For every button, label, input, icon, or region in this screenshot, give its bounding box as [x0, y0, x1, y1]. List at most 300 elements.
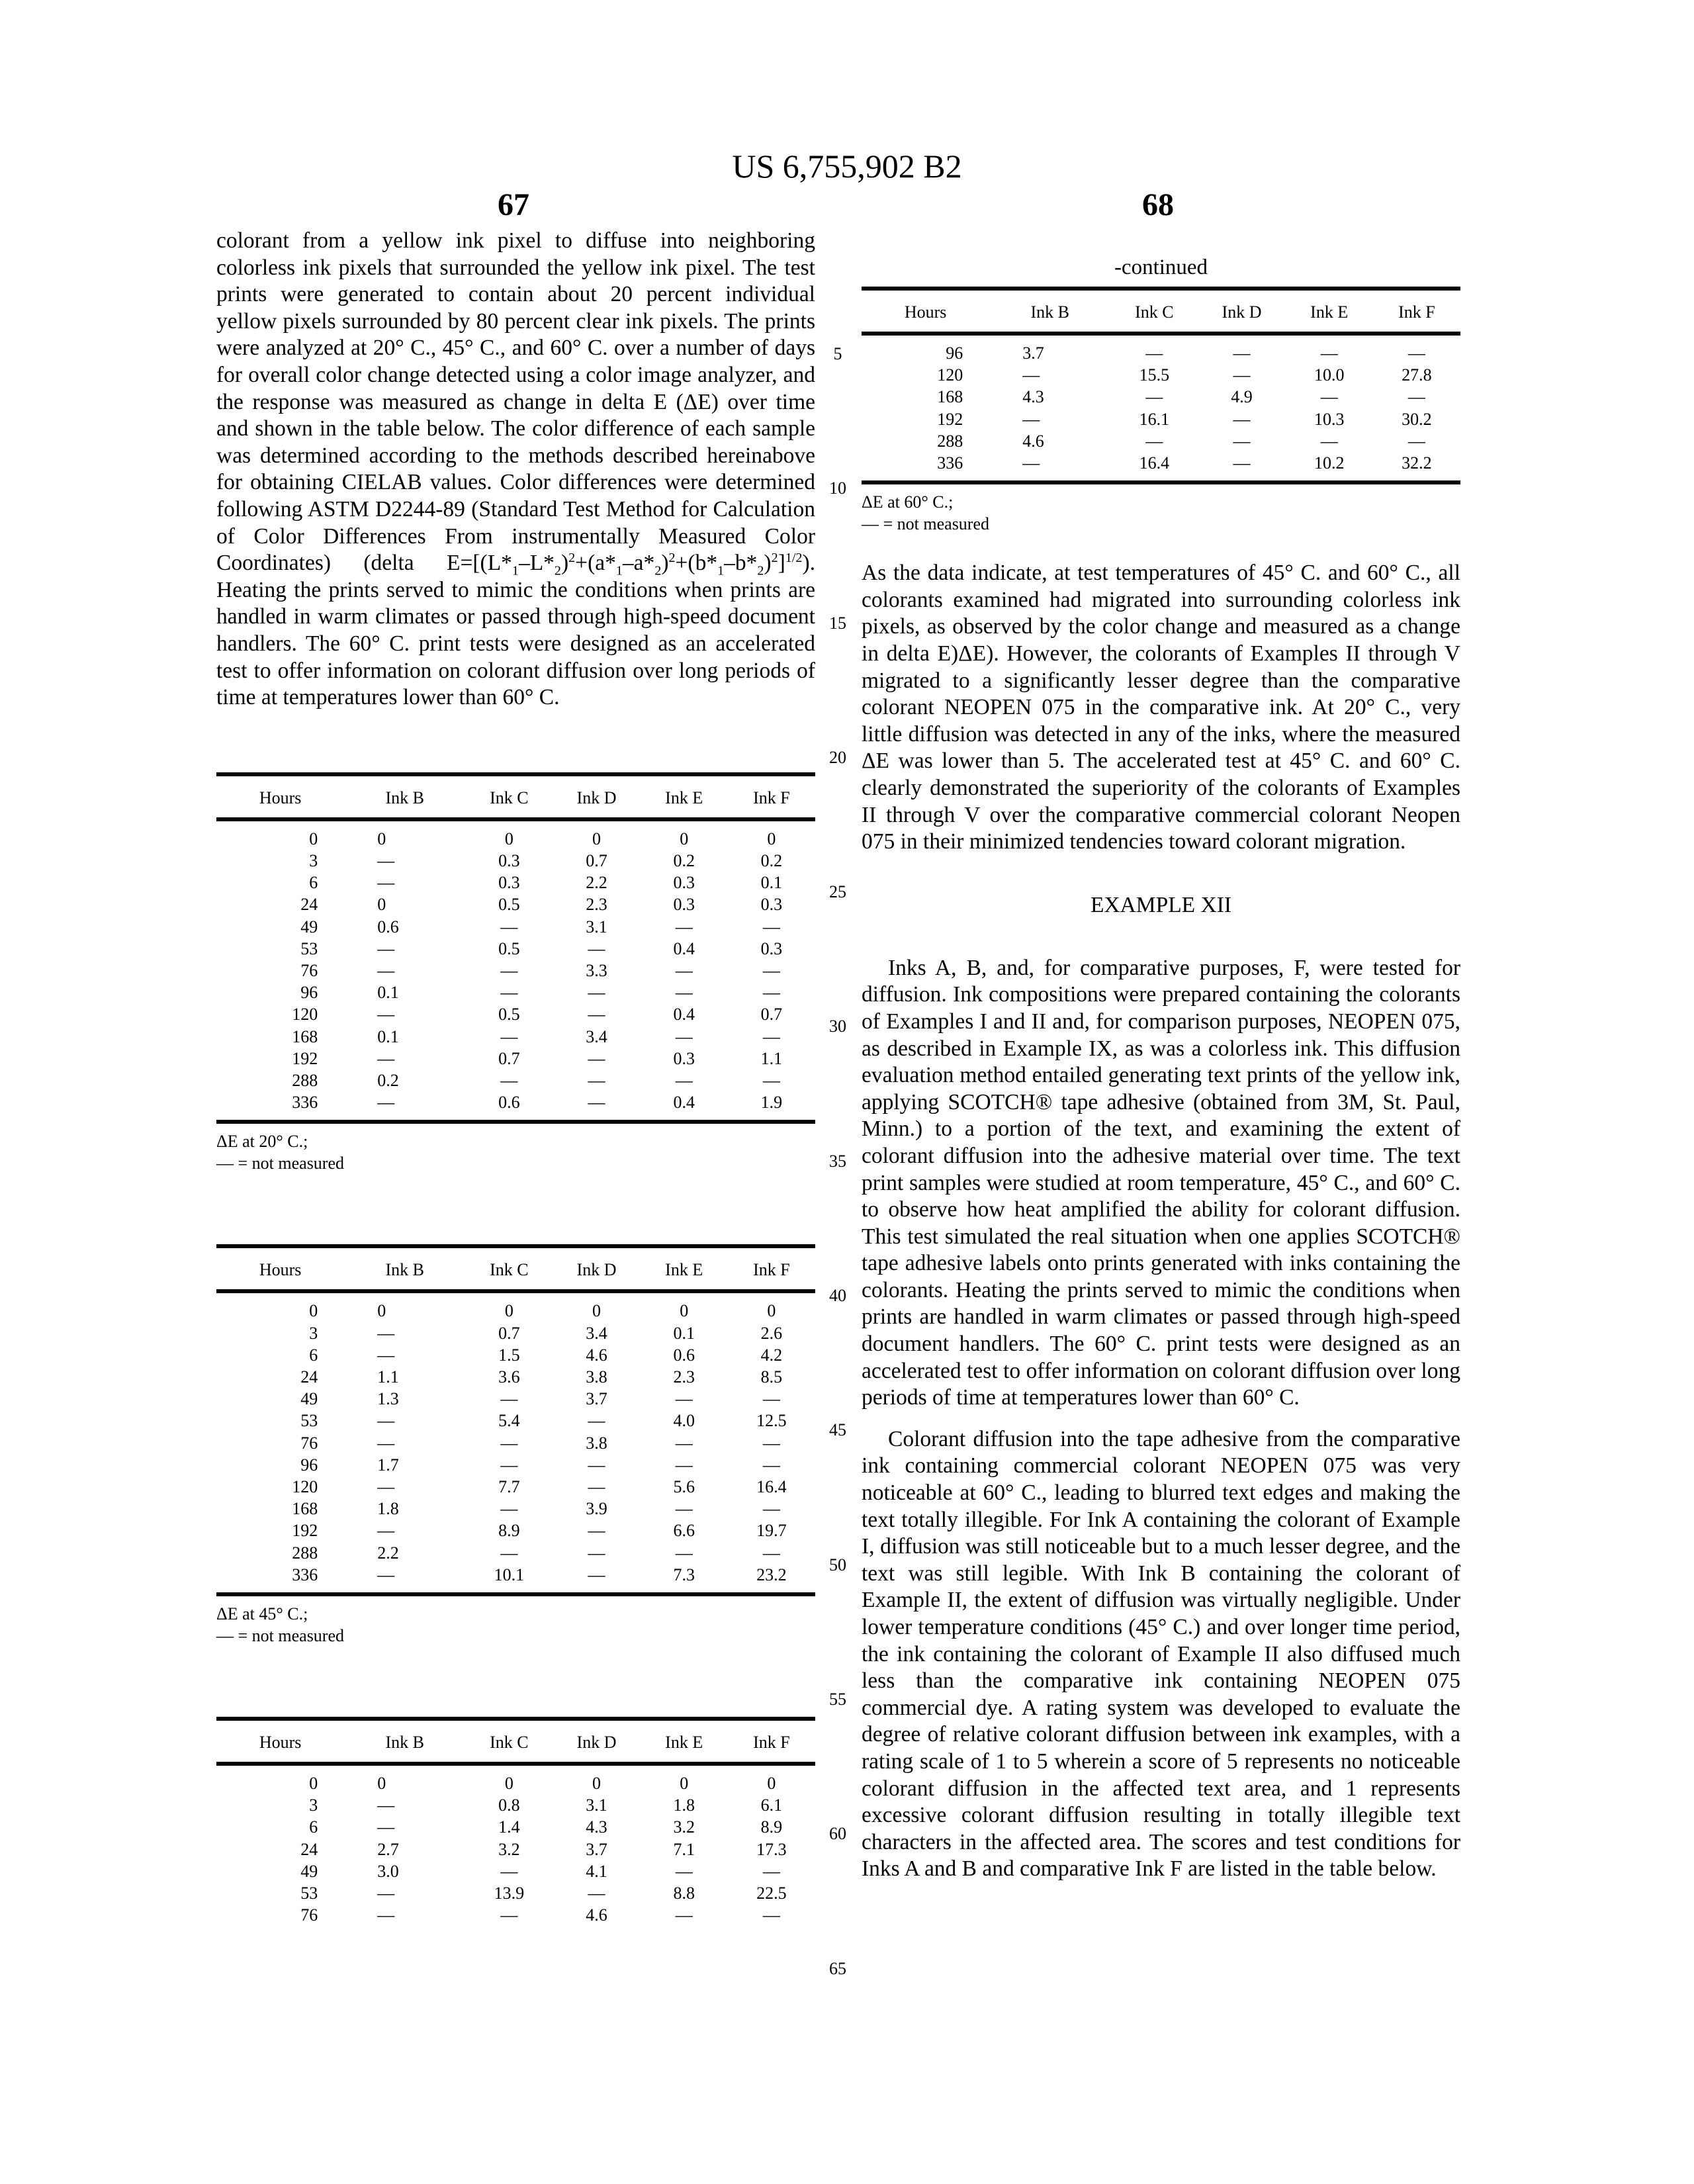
- value-cell: —: [500, 1389, 518, 1409]
- column-header: Ink E: [641, 1246, 728, 1291]
- table-row: [216, 1410, 815, 1432]
- value-cell: —: [588, 938, 605, 958]
- hours-cell: 76: [300, 1433, 318, 1453]
- hours-cell: 96: [300, 983, 318, 1003]
- table-row: [216, 850, 815, 872]
- value-cell: 4.0: [673, 1411, 695, 1431]
- hours-cell: 168: [292, 1499, 318, 1519]
- value-cell: 8.9: [498, 1521, 520, 1541]
- value-cell: 17.3: [756, 1839, 787, 1859]
- value-cell: 3.6: [498, 1367, 520, 1387]
- table-row: [216, 1904, 815, 1933]
- value-cell: 16.4: [756, 1477, 787, 1496]
- column-header: Ink B: [344, 1719, 465, 1764]
- column-header: Hours: [216, 1719, 344, 1764]
- value-cell: —: [1022, 365, 1040, 385]
- column-header: Ink E: [641, 1719, 728, 1764]
- value-cell: —: [675, 983, 693, 1003]
- value-cell: 5.6: [673, 1477, 695, 1496]
- column-header: Ink C: [465, 1246, 553, 1291]
- paragraph-text: ). Heating the prints served to mimic the conditions when prints are handled in warm climates or passed through high-speed document handlers. The 60° C. print tests were designed as an accelerated test to offer information on colorant diffusion over long periods of time at temperatures lower than 60° C.: [216, 551, 815, 710]
- value-cell: —: [500, 1905, 518, 1925]
- column-header: Ink B: [989, 289, 1110, 334]
- value-cell: 13.9: [494, 1883, 525, 1903]
- value-cell: 4.6: [586, 1905, 607, 1925]
- value-cell: 3.7: [586, 1389, 607, 1409]
- hours-cell: 49: [300, 1389, 318, 1409]
- hours-cell: 288: [292, 1543, 318, 1563]
- value-cell: 0.3: [673, 1048, 695, 1068]
- value-cell: —: [377, 1005, 395, 1024]
- value-cell: —: [588, 1455, 605, 1475]
- value-cell: —: [588, 1883, 605, 1903]
- column-header: Ink B: [344, 1246, 465, 1291]
- value-cell: 22.5: [756, 1883, 787, 1903]
- value-cell: 0.8: [498, 1796, 520, 1815]
- body-paragraph: colorant from a yellow ink pixel to diffuse into neighboring colorless ink pixels that surrounded the yellow ink pixel. The test prints were generated to contain about 20 percent individual yellow pixels surrounded by 80 percent clear ink pixels. The prints were analyzed at 20° C., 45° C., and 60° C. over a number of days for overall color change detected using a color image analyzer, and the response was measured as change in delta E (ΔE) over time and shown in the table below. The color difference of each sample was determined according to the methods described hereinabove for obtaining CIELAB values. Color differences were determined following ASTM D2244-89 (Standard Test Method for Calculation of Color Differences From instrumentally Measured Color Coordinates) (delta $E=[(L*_1-L*_2)^2+(a*_1-a*_2)^2+(b*_1-b*_2)^2]^{1/2}$). Heating the prints served to mimic the conditions when prints are handled in warm climates or passed through high-speed document handlers. The 60° C. print tests were designed as an accelerated test to offer information on colorant diffusion over long periods of time at temperatures lower than 60° C.: [216, 228, 815, 710]
- hours-cell: 0: [309, 1301, 318, 1321]
- value-cell: —: [675, 1455, 693, 1475]
- hours-cell: 120: [292, 1477, 318, 1496]
- value-cell: 2.2: [377, 1543, 399, 1563]
- value-cell: 23.2: [756, 1565, 787, 1584]
- table-row: [216, 981, 815, 1003]
- column-header: Ink D: [553, 1719, 640, 1764]
- line-number: 15: [829, 614, 846, 633]
- value-cell: 8.9: [760, 1817, 783, 1837]
- value-cell: —: [588, 1070, 605, 1090]
- hours-cell: 76: [300, 960, 318, 980]
- value-cell: —: [1320, 387, 1338, 407]
- value-cell: 3.2: [498, 1839, 520, 1859]
- value-cell: 0: [377, 895, 386, 915]
- value-cell: —: [377, 1565, 395, 1584]
- value-cell: 0: [592, 829, 601, 848]
- value-cell: —: [500, 1455, 518, 1475]
- value-cell: 0: [680, 1301, 689, 1321]
- line-number: 50: [829, 1555, 846, 1574]
- hours-cell: 24: [300, 1367, 318, 1387]
- value-cell: 0: [377, 1773, 386, 1793]
- value-cell: 1.1: [760, 1048, 783, 1068]
- value-cell: 16.4: [1139, 453, 1170, 473]
- value-cell: —: [675, 1861, 693, 1881]
- hours-cell: 49: [300, 1861, 318, 1881]
- value-cell: 3.0: [377, 1861, 399, 1881]
- patent-number: US 6,755,902 B2: [732, 148, 962, 185]
- value-cell: —: [675, 1499, 693, 1519]
- value-cell: —: [377, 1323, 395, 1343]
- hours-cell: 96: [946, 343, 963, 363]
- value-cell: —: [762, 1499, 780, 1519]
- value-cell: —: [588, 1543, 605, 1563]
- hours-cell: 3: [309, 1796, 318, 1815]
- hours-cell: 0: [309, 1773, 318, 1793]
- hours-cell: 336: [292, 1565, 318, 1584]
- line-number: 20: [829, 748, 846, 767]
- hours-cell: 192: [292, 1521, 318, 1541]
- table-row: [216, 1048, 815, 1069]
- table-row: [216, 938, 815, 960]
- value-cell: —: [1145, 343, 1163, 363]
- column-header: Hours: [216, 1246, 344, 1291]
- value-cell: —: [762, 1070, 780, 1090]
- value-cell: —: [675, 917, 693, 936]
- body-paragraph: Colorant diffusion into the tape adhesive from the comparative ink containing commercial colorant NEOPEN 075 was very noticeable at 60° C., leading to blurred text edges and making the text totally illegible. For Ink A containing the colorant of Example I, diffusion was still noticeable but to a much lesser degree, and the text was still legible. With Ink B containing the colorant of Example II, the extent of diffusion was virtually negligible. Under lower temperature conditions (45° C.) and over longer time period, the ink containing the colorant of Example II also diffused much less than the comparative ink containing NEOPEN 075 commercial dye. A rating system was developed to evaluate the degree of relative colorant diffusion between ink examples, with a rating scale of 1 to 5 wherein a score of 5 represents no noticeable colorant diffusion in the affected text area, and 1 represents excessive colorant diffusion resulting in totally illegible text characters in the affected area. The scores and test conditions for Inks A and B and comparative Ink F are listed in the table below.: [862, 1426, 1460, 1882]
- value-cell: —: [377, 1048, 395, 1068]
- column-header: Hours: [216, 774, 344, 819]
- section-heading: EXAMPLE XII: [1090, 892, 1232, 917]
- value-cell: —: [377, 1905, 395, 1925]
- value-cell: 0.5: [498, 1005, 520, 1024]
- value-cell: —: [1320, 431, 1338, 451]
- value-cell: —: [1233, 453, 1251, 473]
- value-cell: 5.4: [498, 1411, 520, 1431]
- table-note-legend: — = not measured: [216, 1154, 345, 1173]
- column-header: Ink D: [553, 1246, 640, 1291]
- hours-cell: 192: [937, 409, 963, 429]
- value-cell: 0.3: [673, 873, 695, 893]
- value-cell: 3.4: [586, 1026, 607, 1046]
- table-note: [216, 1130, 815, 1174]
- value-cell: 0: [504, 1773, 513, 1793]
- table-note-condition: ΔE at 60° C.;: [862, 492, 954, 512]
- body-paragraph: As the data indicate, at test temperatures of 45° C. and 60° C., all colorants examined had migrated into surrounding colorless ink pixels, as observed by the color change and measured as a change in delta E)ΔE). However, the colorants of Examples II through V migrated to a significantly lesser degree than the comparative colorant NEOPEN 075 in the comparative ink. At 20° C., very little diffusion was detected in any of the inks, where the measured ΔE was lower than 5. The accelerated test at 45° C. and 60° C. clearly demonstrated the superiority of the colorants of Examples II through V over the comparative commercial colorant Neopen 075 in their minimized tendencies toward colorant migration.: [862, 561, 1460, 854]
- value-cell: —: [675, 1543, 693, 1563]
- value-cell: 7.3: [673, 1565, 695, 1584]
- table-row: [216, 1882, 815, 1904]
- table-row: [216, 1542, 815, 1564]
- hours-cell: 6: [309, 873, 318, 893]
- data-table-20c: [216, 772, 815, 1124]
- table-row: [216, 916, 815, 938]
- line-number: 55: [829, 1690, 846, 1709]
- hours-cell: 96: [300, 1455, 318, 1475]
- value-cell: 3.7: [586, 1839, 607, 1859]
- value-cell: 0: [680, 829, 689, 848]
- value-cell: 0.3: [673, 895, 695, 915]
- value-cell: 1.9: [760, 1093, 783, 1113]
- table-row: [862, 408, 1460, 430]
- hours-cell: 3: [309, 850, 318, 870]
- value-cell: 4.3: [1022, 387, 1044, 407]
- value-cell: —: [762, 917, 780, 936]
- table-header-row: [216, 774, 815, 819]
- value-cell: 3.4: [586, 1323, 607, 1343]
- column-header: Ink D: [553, 774, 640, 819]
- table-row: [216, 819, 815, 850]
- hours-cell: 53: [300, 1411, 318, 1431]
- value-cell: —: [1407, 387, 1425, 407]
- table-row: [216, 1291, 815, 1322]
- value-cell: 2.6: [760, 1323, 783, 1343]
- value-cell: —: [1320, 343, 1338, 363]
- hours-cell: 3: [309, 1323, 318, 1343]
- value-cell: —: [377, 960, 395, 980]
- column-header: Ink D: [1198, 289, 1285, 334]
- value-cell: 0.7: [586, 850, 607, 870]
- table-continued-caption: -continued: [1114, 255, 1208, 279]
- hours-cell: 24: [300, 1839, 318, 1859]
- value-cell: —: [1145, 387, 1163, 407]
- column-number-left: 67: [498, 187, 529, 222]
- line-number: 60: [829, 1824, 846, 1843]
- value-cell: —: [1022, 409, 1040, 429]
- table-row: [862, 364, 1460, 386]
- value-cell: 0.7: [498, 1048, 520, 1068]
- table-row: [216, 960, 815, 981]
- value-cell: 4.6: [1022, 431, 1044, 451]
- table-row: [216, 1764, 815, 1794]
- value-cell: —: [377, 1093, 395, 1113]
- hours-cell: 24: [300, 895, 318, 915]
- hours-cell: 6: [309, 1817, 318, 1837]
- value-cell: 3.8: [586, 1433, 607, 1453]
- value-cell: 4.2: [760, 1345, 783, 1365]
- value-cell: 0.4: [673, 938, 695, 958]
- value-cell: 0.2: [760, 850, 783, 870]
- hours-cell: 288: [292, 1070, 318, 1090]
- value-cell: 8.8: [673, 1883, 695, 1903]
- table-note: [862, 491, 1460, 535]
- value-cell: 1.1: [377, 1367, 399, 1387]
- table-row: [216, 1564, 815, 1594]
- value-cell: —: [675, 960, 693, 980]
- hours-cell: 192: [292, 1048, 318, 1068]
- value-cell: 4.1: [586, 1861, 607, 1881]
- value-cell: —: [377, 1521, 395, 1541]
- value-cell: 0: [592, 1773, 601, 1793]
- hours-cell: 76: [300, 1905, 318, 1925]
- value-cell: —: [762, 983, 780, 1003]
- value-cell: —: [500, 1499, 518, 1519]
- value-cell: 0: [592, 1301, 601, 1321]
- value-cell: —: [588, 1477, 605, 1496]
- value-cell: —: [377, 1883, 395, 1903]
- value-cell: —: [762, 1861, 780, 1881]
- value-cell: —: [588, 1093, 605, 1113]
- value-cell: 0: [767, 1301, 776, 1321]
- table-row: [216, 1069, 815, 1091]
- value-cell: 16.1: [1139, 409, 1170, 429]
- value-cell: 19.7: [756, 1521, 787, 1541]
- value-cell: 3.2: [673, 1817, 695, 1837]
- table-row: [862, 452, 1460, 482]
- table-row: [862, 430, 1460, 452]
- value-cell: 0.3: [760, 938, 783, 958]
- hours-cell: 49: [300, 917, 318, 936]
- value-cell: 30.2: [1402, 409, 1432, 429]
- column-header: Ink E: [1286, 289, 1373, 334]
- table-row: [216, 1498, 815, 1520]
- value-cell: —: [762, 1905, 780, 1925]
- value-cell: 0.1: [673, 1323, 695, 1343]
- value-cell: 3.1: [586, 917, 607, 936]
- column-header: Ink E: [641, 774, 728, 819]
- value-cell: 0.3: [760, 895, 783, 915]
- value-cell: 0.5: [498, 895, 520, 915]
- value-cell: —: [1233, 343, 1251, 363]
- value-cell: —: [500, 917, 518, 936]
- table-note: [216, 1603, 815, 1647]
- value-cell: 6.6: [673, 1521, 695, 1541]
- value-cell: 0.7: [760, 1005, 783, 1024]
- value-cell: 4.9: [1231, 387, 1253, 407]
- hours-cell: 0: [309, 829, 318, 848]
- value-cell: 6.1: [760, 1796, 783, 1815]
- value-cell: —: [500, 1861, 518, 1881]
- value-cell: 4.3: [586, 1817, 607, 1837]
- value-cell: 0.1: [760, 873, 783, 893]
- value-cell: 0.7: [498, 1323, 520, 1343]
- value-cell: 32.2: [1402, 453, 1432, 473]
- value-cell: 12.5: [756, 1411, 787, 1431]
- column-header: Ink C: [465, 1719, 553, 1764]
- table-header-row: [862, 289, 1460, 334]
- column-header: Hours: [862, 289, 989, 334]
- value-cell: —: [1022, 453, 1040, 473]
- value-cell: —: [762, 1433, 780, 1453]
- value-cell: 0.2: [377, 1070, 399, 1090]
- table-row: [216, 1388, 815, 1410]
- table-row: [216, 1454, 815, 1476]
- value-cell: —: [1407, 343, 1425, 363]
- hours-cell: 53: [300, 1883, 318, 1903]
- column-header: Ink B: [344, 774, 465, 819]
- value-cell: 2.7: [377, 1839, 399, 1859]
- value-cell: 3.8: [586, 1367, 607, 1387]
- value-cell: —: [1145, 431, 1163, 451]
- table-row: [862, 386, 1460, 408]
- value-cell: 10.2: [1314, 453, 1345, 473]
- value-cell: 3.9: [586, 1499, 607, 1519]
- value-cell: 3.3: [586, 960, 607, 980]
- value-cell: —: [377, 1433, 395, 1453]
- table-row: [216, 1003, 815, 1025]
- value-cell: 0.4: [673, 1005, 695, 1024]
- table-row: [216, 893, 815, 915]
- value-cell: 0: [767, 1773, 776, 1793]
- left-column: [216, 228, 815, 1933]
- value-cell: —: [762, 1389, 780, 1409]
- value-cell: 0.1: [377, 1026, 399, 1046]
- value-cell: —: [377, 873, 395, 893]
- column-header: Ink F: [728, 1246, 815, 1291]
- table-note-condition: ΔE at 45° C.;: [216, 1604, 308, 1623]
- line-number: 10: [829, 478, 846, 498]
- line-number: 40: [829, 1286, 846, 1305]
- table-row: [216, 1091, 815, 1122]
- value-cell: 10.0: [1314, 365, 1345, 385]
- value-cell: 2.3: [586, 895, 607, 915]
- value-cell: —: [675, 1026, 693, 1046]
- value-cell: —: [377, 938, 395, 958]
- value-cell: —: [377, 1345, 395, 1365]
- value-cell: —: [1407, 431, 1425, 451]
- table-row: [216, 1860, 815, 1882]
- hours-cell: 336: [292, 1093, 318, 1113]
- value-cell: —: [500, 983, 518, 1003]
- table-row: [216, 1520, 815, 1541]
- value-cell: —: [377, 850, 395, 870]
- right-column: [862, 228, 1460, 1883]
- value-cell: 8.5: [760, 1367, 783, 1387]
- value-cell: 15.5: [1139, 365, 1170, 385]
- value-cell: —: [377, 1796, 395, 1815]
- value-cell: —: [588, 1565, 605, 1584]
- hours-cell: 53: [300, 938, 318, 958]
- hours-cell: 168: [292, 1026, 318, 1046]
- line-number: 65: [829, 1959, 846, 1978]
- table-header-row: [216, 1246, 815, 1291]
- value-cell: 0.5: [498, 938, 520, 958]
- table-note-condition: ΔE at 20° C.;: [216, 1132, 308, 1152]
- value-cell: —: [1233, 431, 1251, 451]
- column-header: Ink F: [1373, 289, 1460, 334]
- column-number-right: 68: [1142, 187, 1174, 222]
- table-row: [216, 1476, 815, 1498]
- line-number: 35: [829, 1152, 846, 1171]
- body-paragraph: Inks A, B, and, for comparative purposes, F, were tested for diffusion. Ink compositions were prepared containing the colorants of Examples I and II and, for comparison purposes, NEOPEN 075, as described in Example IX, as was a colorless ink. This diffusion evaluation method entailed generating text prints of the yellow ink, applying SCOTCH® tape adhesive (obtained from 3M, St. Paul, Minn.) to a portion of the text, and examining the extent of colorant diffusion into the adhesive material over time. The text print samples were studied at room temperature, 45° C., and 60° C. to observe how heat amplified the ability for colorant diffusion. This test simulated the real situation when one applies SCOTCH® tape adhesive labels onto prints generated with inks containing the colorants. Heating the prints served to mimic the conditions when prints are handled in warm climates or passed through high-speed document handlers. The 60° C. print tests were designed as an accelerated test to offer information on colorant diffusion over long periods of time at temperatures lower than 60° C.: [862, 955, 1460, 1410]
- value-cell: —: [500, 960, 518, 980]
- value-cell: 1.5: [498, 1345, 520, 1365]
- value-cell: 0.6: [377, 917, 399, 936]
- hours-cell: 336: [937, 453, 963, 473]
- value-cell: —: [762, 1543, 780, 1563]
- value-cell: 0.6: [498, 1093, 520, 1113]
- table-note-legend: — = not measured: [862, 514, 990, 534]
- value-cell: —: [762, 960, 780, 980]
- value-cell: —: [762, 1026, 780, 1046]
- value-cell: 0.3: [498, 873, 520, 893]
- value-cell: 27.8: [1402, 365, 1432, 385]
- table-row: [216, 1026, 815, 1048]
- table-row: [216, 1794, 815, 1816]
- value-cell: —: [377, 1411, 395, 1431]
- value-cell: —: [377, 1817, 395, 1837]
- value-cell: —: [588, 1048, 605, 1068]
- value-cell: —: [588, 1411, 605, 1431]
- data-table-60c-continued: [862, 287, 1460, 484]
- value-cell: —: [762, 1455, 780, 1475]
- column-header: Ink F: [728, 774, 815, 819]
- table-row: [216, 1432, 815, 1454]
- paragraph-text: colorant from a yellow ink pixel to diffuse into neighboring colorless ink pixels that surrounded the yellow ink pixel. The test prints were generated to contain about 20 percent individual yellow pixels surrounded by 80 percent clear ink pixels. The prints were analyzed at 20° C., 45° C., and 60° C. over a number of days for overall color change detected using a color image analyzer, and the response was measured as change in delta E (ΔE) over time and shown in the table below. The color difference of each sample was determined according to the methods described hereinabove for obtaining CIELAB values. Color differences were determined following ASTM D2244-89 (Standard Test Method for Calculation of Color Differences From instrumentally Measured Color Coordinates) (delta E=[(L*: [216, 228, 815, 576]
- value-cell: 10.3: [1314, 409, 1345, 429]
- table-header-row: [216, 1719, 815, 1764]
- data-table-45c: [216, 1244, 815, 1596]
- value-cell: 1.7: [377, 1455, 399, 1475]
- value-cell: —: [675, 1905, 693, 1925]
- value-cell: 0: [504, 1301, 513, 1321]
- line-number: 45: [829, 1420, 846, 1439]
- value-cell: 3.1: [586, 1796, 607, 1815]
- value-cell: 0: [377, 829, 386, 848]
- value-cell: 0: [377, 1301, 386, 1321]
- table-row: [216, 1839, 815, 1860]
- table-note-legend: — = not measured: [216, 1625, 345, 1645]
- value-cell: 0.1: [377, 983, 399, 1003]
- value-cell: 0: [767, 829, 776, 848]
- value-cell: 4.6: [586, 1345, 607, 1365]
- line-number: 30: [829, 1017, 846, 1036]
- value-cell: 0.6: [673, 1345, 695, 1365]
- line-number: 25: [829, 882, 846, 901]
- value-cell: 1.4: [498, 1817, 520, 1837]
- value-cell: 0: [680, 1773, 689, 1793]
- table-row: [216, 1816, 815, 1838]
- table-row: [216, 1344, 815, 1366]
